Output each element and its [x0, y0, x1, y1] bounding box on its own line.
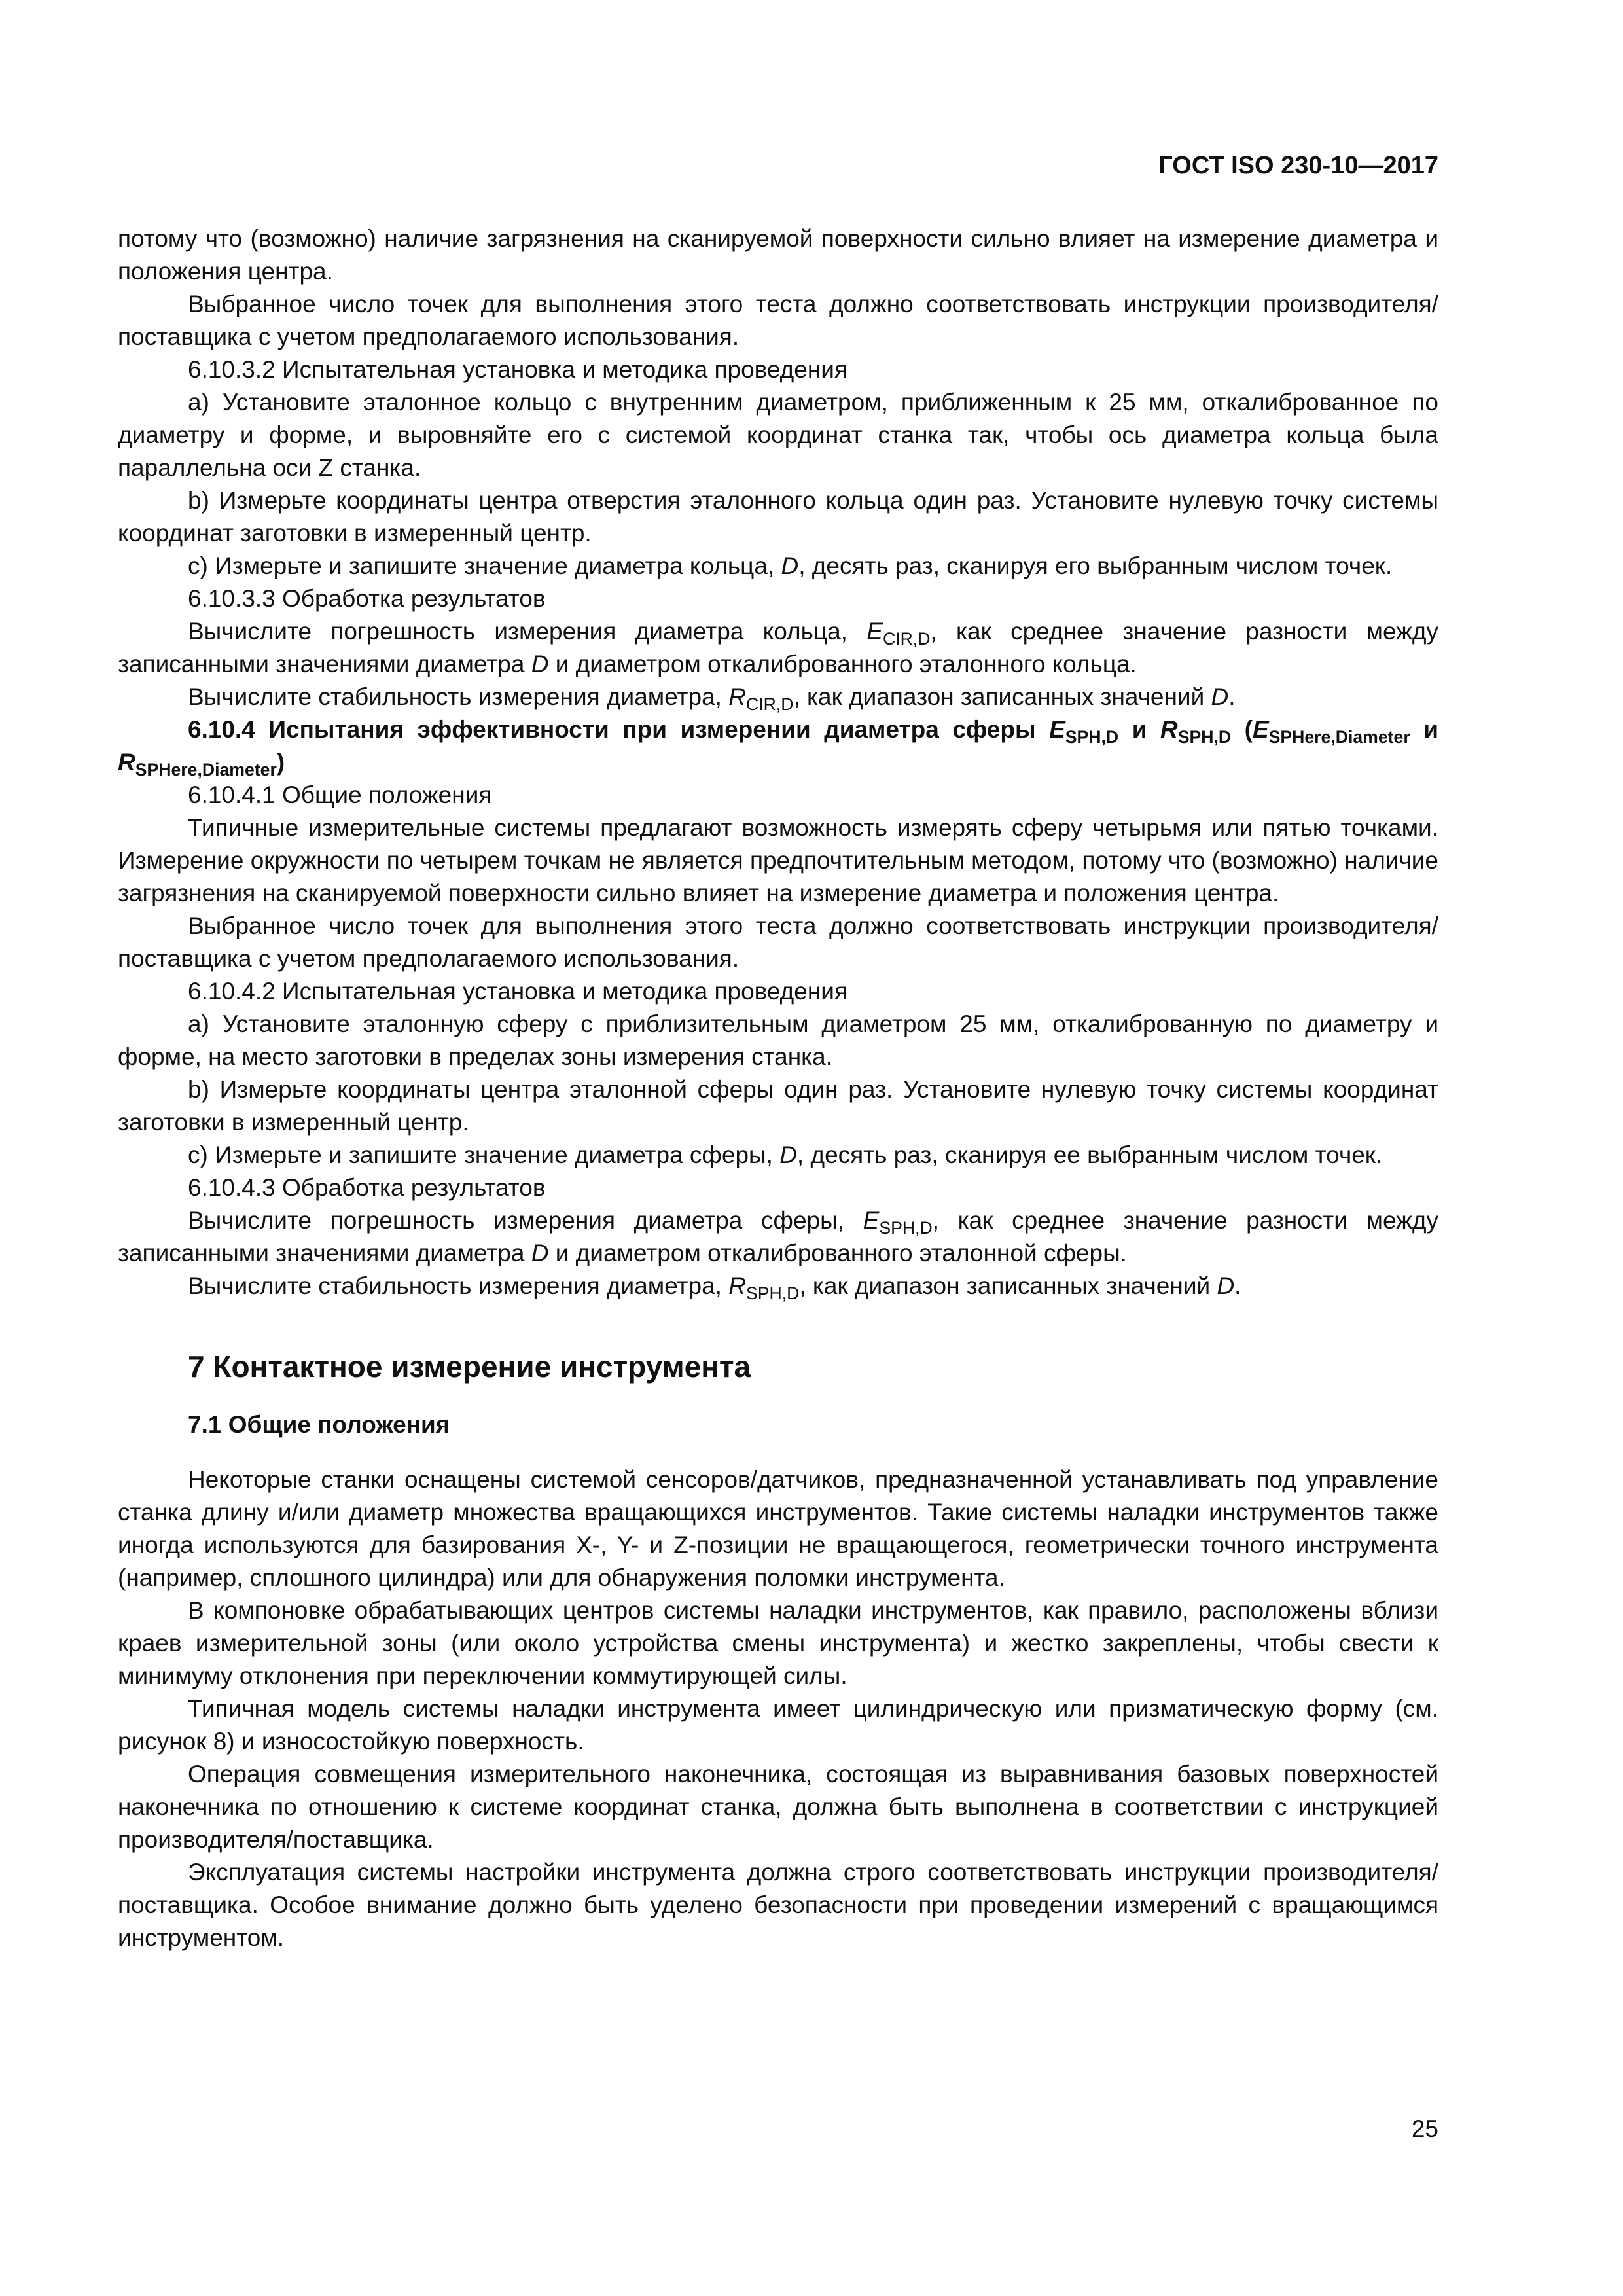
paragraph-sphere-systems: Типичные измерительные системы предлагают возможность измерять сферу четырьмя или пятью точками. Измерение окружности по четырем точкам не является предпочтительным методом, потому что (возможно) наличие загрязнения на сканируемой поверхности сильно влияет на измерение диаметра и положения центра.	[118, 814, 1438, 906]
paragraph-sphere-stability: Вычислите стабильность измерения диаметра, $R_{SPH,D}$, как диапазон записанных значений D.	[188, 1272, 1241, 1303]
paragraph-continuation: потому что (возможно) наличие загрязнения на сканируемой поверхности сильно влияет на измерение диаметра и положения центра.	[118, 225, 1438, 285]
step-b-sphere: b) Измерьте координаты центра эталонной сферы один раз. Установите нулевую точку системы координат заготовки в измеренный центр.	[118, 1076, 1438, 1136]
paragraph-tool-model: Типичная модель системы наладки инструмента имеет цилиндрическую или призматическую форму (см. рисунок 8) и износостойкую поверхность.	[118, 1695, 1438, 1755]
step-b-ring: b) Измерьте координаты центра отверстия эталонного кольца один раз. Установите нулевую точку системы координат заготовки в измеренный центр.	[118, 487, 1438, 547]
document-header: ГОСТ ISO 230-10—2017	[1158, 152, 1438, 179]
paragraph-tool-operation: Эксплуатация системы настройки инструмента должна строго соответствовать инструкции производителя/поставщика. Особое внимание должно быть уделено безопасности при проведении измерений с вращающимся инструментом.	[118, 1859, 1438, 1951]
clause-6-10-4-3: 6.10.4.3 Обработка результатов	[188, 1174, 546, 1201]
step-a-ring: a) Установите эталонное кольцо с внутренним диаметром, приближенным к 25 мм, откалиброванное по диаметру и форме, и выровняйте его с системой координат станка так, чтобы ось диаметра кольца была параллельна оси Z станка.	[118, 389, 1438, 481]
paragraph-sphere-error: Вычислите погрешность измерения диаметра сферы, $E_{SPH,D}$, как среднее значение разности между записанными значениями диаметра D и диаметром откалиброванного эталонной сферы.	[118, 1207, 1438, 1266]
paragraph-points-selection: Выбранное число точек для выполнения этого теста должно соответствовать инструкции производителя/поставщика с учетом предполагаемого использования.	[118, 291, 1438, 350]
section-7-heading: 7 Контактное измерение инструмента	[188, 1350, 751, 1384]
paragraph-ring-error: Вычислите погрешность измерения диаметра кольца, $E_{CIR,D}$, как среднее значение разности между записанными значениями диаметра D и диаметром откалиброванного эталонного кольца.	[118, 618, 1438, 677]
step-c-sphere: c) Измерьте и запишите значение диаметра сферы, D, десять раз, сканируя ее выбранным числом точек.	[188, 1141, 1383, 1168]
paragraph-sphere-points: Выбранное число точек для выполнения этого теста должно соответствовать инструкции производителя/поставщика с учетом предполагаемого использования.	[118, 912, 1438, 972]
step-c-ring: c) Измерьте и запишите значение диаметра кольца, D, десять раз, сканируя его выбранным числом точек.	[188, 552, 1393, 579]
page-number: 25	[1411, 2115, 1438, 2142]
paragraph-tip-alignment: Операция совмещения измерительного наконечника, состоящая из выравнивания базовых поверхностей наконечника по отношению к системе координат станка, должна быть выполнена в соответствии с инструкцией производителя/поставщика.	[118, 1761, 1438, 1853]
section-7-1-heading: 7.1 Общие положения	[188, 1411, 450, 1438]
heading-6-10-4: 6.10.4 Испытания эффективности при измерении диаметра сферы $E_{SPH,D}$ и $R_{SPH,D}$ ($E_{SPHere,Diameter}$ и $R_{SPHere,Diameter}$)	[118, 716, 1438, 780]
step-a-sphere: a) Установите эталонную сферу с приблизительным диаметром 25 мм, откалиброванную по диаметру и форме, на место заготовки в пределах зоны измерения станка.	[118, 1011, 1438, 1070]
clause-6-10-4-2: 6.10.4.2 Испытательная установка и методика проведения	[188, 978, 847, 1005]
clause-6-10-3-2: 6.10.3.2 Испытательная установка и методика проведения	[188, 356, 847, 383]
paragraph-ring-stability: Вычислите стабильность измерения диаметра, $R_{CIR,D}$, как диапазон записанных значений D.	[188, 683, 1236, 714]
paragraph-tool-layout: В компоновке обрабатывающих центров системы наладки инструментов, как правило, расположены вблизи краев измерительной зоны (или около устройства смены инструмента) и жестко закреплены, чтобы свести к минимуму отклонения при переключении коммутирующей силы.	[118, 1597, 1438, 1689]
page-body	[118, 223, 1438, 1954]
clause-6-10-3-3: 6.10.3.3 Обработка результатов	[188, 585, 546, 612]
paragraph-tool-sensors: Некоторые станки оснащены системой сенсоров/датчиков, предназначенной устанавливать под управление станка длину и/или диаметр множества вращающихся инструментов. Такие системы наладки инструментов также иногда используются для базирования X-, Y- и Z-позиции не вращающегося, геометрически точного инструмента (например, сплошного цилиндра) или для обнаружения поломки инструмента.	[118, 1466, 1438, 1591]
clause-6-10-4-1: 6.10.4.1 Общие положения	[188, 781, 492, 808]
